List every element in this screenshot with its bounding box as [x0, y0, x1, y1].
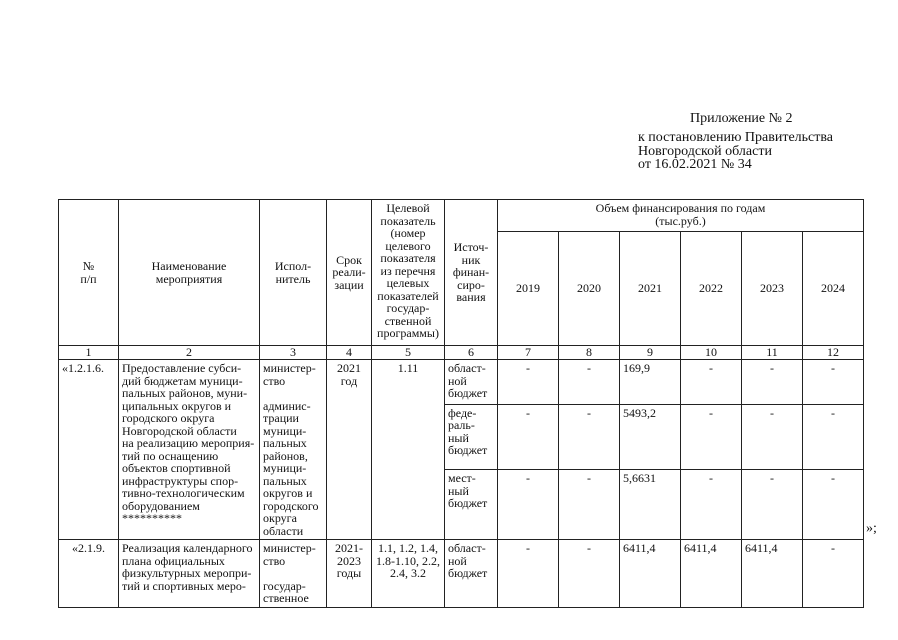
year-2020: 2020 — [559, 232, 620, 346]
term: 2021- 2023 годы — [327, 540, 372, 608]
value-2024: - — [803, 360, 864, 405]
col-number: 6 — [445, 346, 498, 360]
col-number: 8 — [559, 346, 620, 360]
funding-source: мест- ный бюджет — [445, 470, 498, 540]
value-2022: - — [681, 404, 742, 469]
col-indicator-header: Целевой показатель (номер целевого показателя из перечня целевых показателей государ- ственной программы) — [372, 200, 445, 346]
value-2020: - — [559, 360, 620, 405]
col-num-header: № п/п — [59, 200, 119, 346]
row-number: «2.1.9. — [59, 540, 119, 608]
value-2019: - — [498, 360, 559, 405]
event-name: Реализация календарного плана официальных физкультурных меропри- тий и спортивных меро- — [119, 540, 260, 608]
col-number: 12 — [803, 346, 864, 360]
indicator: 1.1, 1.2, 1.4, 1.8-1.10, 2.2, 2.4, 3.2 — [372, 540, 445, 608]
year-2023: 2023 — [742, 232, 803, 346]
value-2021: 5493,2 — [620, 404, 681, 469]
value-2022: - — [681, 360, 742, 405]
row-number: «1.2.1.6. — [59, 360, 119, 540]
funding-header: Объем финансирования по годам (тыс.руб.) — [498, 200, 864, 232]
col-executor-header: Испол- нитель — [260, 200, 327, 346]
value-2021: 6411,4 — [620, 540, 681, 608]
col-number: 4 — [327, 346, 372, 360]
value-2020: - — [559, 470, 620, 540]
year-2019: 2019 — [498, 232, 559, 346]
year-2022: 2022 — [681, 232, 742, 346]
executor: министер- ство админис- трации муници- пальных районов, муници- пальных округов и городского округа области — [260, 360, 327, 540]
value-2020: - — [559, 540, 620, 608]
value-2022: 6411,4 — [681, 540, 742, 608]
executor: министер- ство государ- ственное — [260, 540, 327, 608]
col-number: 2 — [119, 346, 260, 360]
col-term-header: Срок реали- зации — [327, 200, 372, 346]
value-2024: - — [803, 404, 864, 469]
col-number: 9 — [620, 346, 681, 360]
value-2024: - — [803, 540, 864, 608]
value-2021: 5,6631 — [620, 470, 681, 540]
col-number: 7 — [498, 346, 559, 360]
value-2019: - — [498, 470, 559, 540]
value-2023: - — [742, 470, 803, 540]
funding-table — [58, 199, 864, 608]
decree-line-3: от 16.02.2021 № 34 — [638, 157, 752, 172]
event-name: Предоставление субси- дий бюджетам муници- пальных районов, муни- ципальных округов и городского округа Новгородской области на реализацию мероприя- тий по оснащению объектов спортивной инфраструктуры спор- тивно-технологическим оборудованием ********** — [119, 360, 260, 540]
decree-line-2: Новгородской области — [638, 144, 772, 159]
value-2023: - — [742, 404, 803, 469]
value-2023: - — [742, 360, 803, 405]
appendix-title: Приложение № 2 — [690, 111, 793, 126]
value-2021: 169,9 — [620, 360, 681, 405]
col-number: 5 — [372, 346, 445, 360]
col-name-header: Наименование мероприятия — [119, 200, 260, 346]
value-2024: - — [803, 470, 864, 540]
col-number: 3 — [260, 346, 327, 360]
funding-source: феде- раль- ный бюджет — [445, 404, 498, 469]
indicator: 1.11 — [372, 360, 445, 540]
value-2019: - — [498, 404, 559, 469]
term: 2021 год — [327, 360, 372, 540]
closing-quote: »; — [866, 521, 877, 536]
value-2023: 6411,4 — [742, 540, 803, 608]
value-2019: - — [498, 540, 559, 608]
value-2022: - — [681, 470, 742, 540]
col-source-header: Источ- ник финан- сиро- вания — [445, 200, 498, 346]
column-numbers-row — [59, 346, 864, 360]
header-row-1 — [59, 200, 864, 232]
col-number: 11 — [742, 346, 803, 360]
col-number: 10 — [681, 346, 742, 360]
funding-source: област- ной бюджет — [445, 360, 498, 405]
funding-source: област- ной бюджет — [445, 540, 498, 608]
col-number: 1 — [59, 346, 119, 360]
year-2024: 2024 — [803, 232, 864, 346]
value-2020: - — [559, 404, 620, 469]
table-row — [59, 360, 864, 405]
decree-line-1: к постановлению Правительства — [638, 130, 834, 145]
table-row — [59, 540, 864, 608]
year-2021: 2021 — [620, 232, 681, 346]
